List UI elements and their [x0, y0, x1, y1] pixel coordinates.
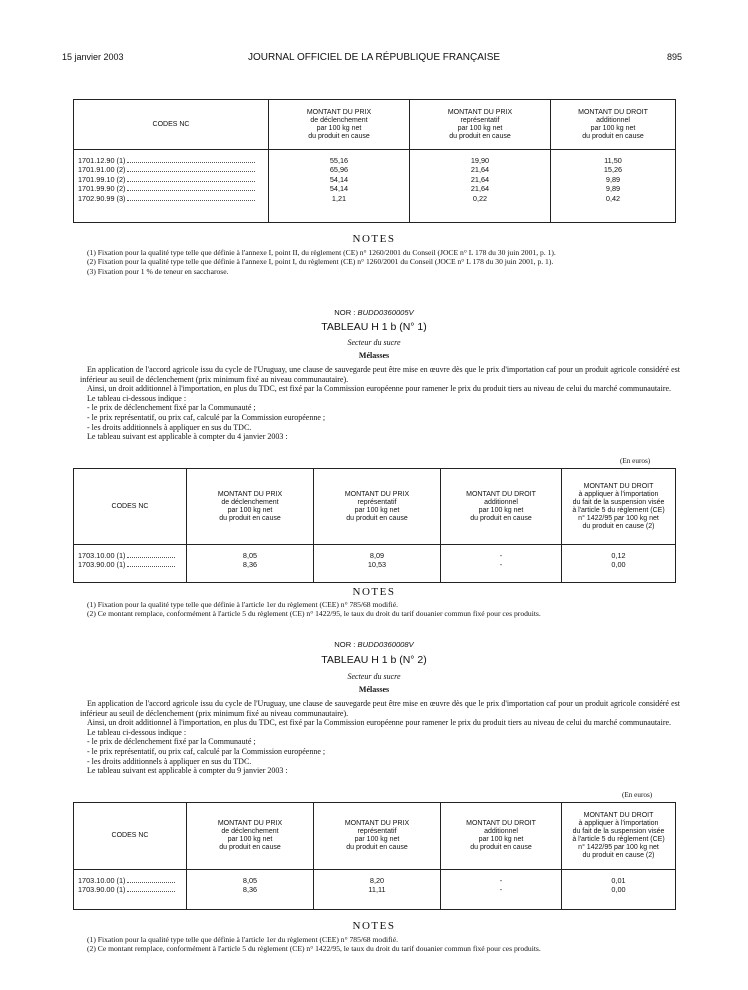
note-item: (1) Fixation pour la qualité type telle que définie à l'article 1er du règlement (CEE) n° 785/68 modifié.: [87, 600, 399, 609]
paragraph: Le tableau suivant est applicable à compter du 4 janvier 2003 :: [87, 432, 288, 442]
header-trigger-price: MONTANT DU PRIX de déclenchement par 100 kg net du produit en cause: [187, 803, 314, 870]
table-row: [78, 175, 264, 184]
value-cell: 9,89: [605, 174, 621, 184]
intro-paragraphs: [80, 699, 680, 776]
notes-title: NOTES: [352, 233, 396, 245]
value-cell: 0,12: [611, 551, 626, 560]
table-row: [78, 551, 182, 560]
note-item: (2) Fixation pour la qualité type telle que définie à l'annexe I, point I, du règlement (CE) n° 1260/2001 du Conseil (JOCE n° L 178 du 30 juin 2001, p. 1).: [87, 257, 554, 267]
note-item: (1) Fixation pour la qualité type telle que définie à l'article 1er du règlement (CEE) n° 785/68 modifié.: [87, 935, 399, 944]
value-cell: 21,64: [470, 165, 490, 175]
notes-block: [80, 935, 680, 954]
value-cell: 11,50: [604, 156, 622, 165]
value-cell: 0,01: [611, 876, 626, 885]
header-additional-duty: MONTANT DU DROIT additionnel par 100 kg net du produit en cause: [441, 803, 562, 870]
value-cell: 8,05: [242, 551, 258, 560]
table-sugar-prices: [73, 99, 676, 223]
applied-duty-column: [562, 870, 676, 910]
value-cell: -: [499, 560, 503, 570]
list-item: - le prix représentatif, ou prix caf, calculé par la Commission européenne ;: [87, 746, 326, 756]
header-date: 15 janvier 2003: [62, 52, 124, 62]
code-cell: 1701.12.90 (1): [78, 156, 126, 165]
note-item: (1) Fixation pour la qualité type telle que définie à l'annexe I, point II, du règlement (CE) n° 1260/2001 du Conseil (JOCE n° L 178 du 30 juin 2001, p. 1).: [87, 248, 556, 257]
value-cell: 0,42: [605, 193, 621, 203]
code-cell: 1703.90.00 (1): [78, 560, 126, 570]
table-molasses-1: [73, 468, 676, 583]
additional-duty-column: [551, 150, 676, 223]
value-cell: 0,22: [472, 193, 488, 203]
code-cell: 1703.10.00 (1): [78, 551, 126, 560]
header-representative-price: MONTANT DU PRIX représentatif par 100 kg net du produit en cause: [314, 803, 441, 870]
paragraph: Ainsi, un droit additionnel à l'importation, en plus du TDC, est fixé par la Commission européenne pour ramener le prix du produit tiers au niveau de celui du marché communautaire.: [87, 384, 672, 394]
value-cell: 54,14: [329, 174, 349, 184]
value-cell: 8,05: [242, 876, 258, 885]
nor-label: NOR :: [334, 640, 356, 649]
journal-title: JOURNAL OFFICIEL DE LA RÉPUBLIQUE FRANÇAISE: [247, 52, 501, 63]
code-cell: 1701.91.00 (2): [78, 165, 126, 175]
intro-paragraphs: [80, 365, 680, 442]
table-row: [78, 560, 182, 569]
header-applied-duty: MONTANT DU DROIT à appliquer à l'importation du fait de la suspension visée à l'article 5 du règlement (CE) n° 1422/95 par 100 kg net du produit en cause (2): [562, 469, 676, 545]
value-cell: -: [499, 551, 503, 560]
note-item: (2) Ce montant remplace, conformément à l'article 5 du règlement (CE) n° 1422/95, le taux du droit du tarif douanier commun fixé pour ces produits.: [87, 609, 541, 619]
value-cell: 8,36: [242, 560, 258, 570]
list-item: - les droits additionnels à appliquer en sus du TDC.: [87, 756, 252, 766]
list-item: - le prix de déclenchement fixé par la Communauté ;: [87, 403, 256, 413]
nor-reference: [0, 308, 748, 317]
header-codes-nc: CODES NC: [74, 803, 187, 870]
nor-code: BUDD0360008V: [357, 640, 414, 649]
notes-block: [80, 600, 680, 619]
codes-column: [74, 870, 187, 910]
value-cell: 21,64: [470, 184, 490, 194]
table-row: [78, 885, 182, 894]
paragraph: Ainsi, un droit additionnel à l'importation, en plus du TDC, est fixé par la Commission européenne pour ramener le prix du produit tiers au niveau de celui du marché communautaire.: [87, 718, 672, 728]
table-row: [78, 165, 264, 174]
value-cell: 8,36: [242, 885, 258, 895]
header-trigger-price: MONTANT DU PRIX de déclenchement par 100 kg net du produit en cause: [187, 469, 314, 545]
product-label: Mélasses: [358, 685, 390, 694]
nor-reference: [0, 640, 748, 649]
code-cell: 1702.90.99 (3): [78, 193, 126, 203]
value-cell: 9,89: [605, 184, 621, 194]
value-cell: -: [499, 876, 503, 885]
code-cell: 1701.99.90 (2): [78, 184, 126, 194]
value-cell: 10,53: [367, 560, 387, 570]
value-cell: 21,64: [470, 174, 490, 184]
notes-title: NOTES: [352, 586, 396, 598]
paragraph: En application de l'accord agricole issu du cycle de l'Uruguay, une clause de sauvegarde peut être mise en œuvre dès que le prix d'importation caf pour un produit agricole considéré est inférieur au seuil de déclenchement (prix minimum fixé au niveau communautaire).: [80, 699, 680, 718]
code-cell: 1703.90.00 (1): [78, 885, 126, 895]
list-item: - le prix de déclenchement fixé par la Communauté ;: [87, 737, 256, 747]
code-cell: 1701.99.10 (2): [78, 174, 126, 184]
page-number: 895: [666, 52, 682, 62]
sector-label: Secteur du sucre: [347, 338, 401, 347]
representative-price-column: [410, 150, 551, 223]
paragraph: Le tableau ci-dessous indique :: [87, 393, 187, 403]
table-row: [78, 876, 182, 885]
value-cell: 1,21: [331, 193, 347, 203]
header-codes-nc: CODES NC: [74, 100, 269, 150]
header-trigger-price: MONTANT DU PRIX de déclenchement par 100 kg net du produit en cause: [269, 100, 410, 150]
codes-column: [74, 150, 269, 223]
list-item: - les droits additionnels à appliquer en sus du TDC.: [87, 422, 252, 432]
header-representative-price: MONTANT DU PRIX représentatif par 100 kg net du produit en cause: [314, 469, 441, 545]
header-additional-duty: MONTANT DU DROIT additionnel par 100 kg net du produit en cause: [551, 100, 676, 150]
value-cell: 8,20: [369, 876, 385, 885]
additional-duty-column: [441, 870, 562, 910]
header-applied-duty: MONTANT DU DROIT à appliquer à l'importation du fait de la suspension visée à l'article 5 du règlement (CE) n° 1422/95 par 100 kg net du produit en cause (2): [562, 803, 676, 870]
currency-note: (En euros): [620, 457, 651, 465]
value-cell: 19,90: [470, 156, 490, 165]
value-cell: 65,96: [329, 165, 349, 175]
additional-duty-column: [441, 545, 562, 583]
header-representative-price: MONTANT DU PRIX représentatif par 100 kg net du produit en cause: [410, 100, 551, 150]
note-item: (2) Ce montant remplace, conformément à l'article 5 du règlement (CE) n° 1422/95, le taux du droit du tarif douanier commun fixé pour ces produits.: [87, 944, 541, 954]
header-additional-duty: MONTANT DU DROIT additionnel par 100 kg net du produit en cause: [441, 469, 562, 545]
value-cell: 8,09: [369, 551, 385, 560]
table-row: [78, 156, 264, 165]
tableau-title: TABLEAU H 1 b (N° 2): [321, 654, 427, 666]
value-cell: 0,00: [611, 885, 626, 895]
value-cell: 0,00: [611, 560, 626, 570]
note-item: (3) Fixation pour 1 % de teneur en saccharose.: [87, 266, 229, 276]
nor-code: BUDD0360005V: [357, 308, 414, 317]
paragraph: En application de l'accord agricole issu du cycle de l'Uruguay, une clause de sauvegarde peut être mise en œuvre dès que le prix d'importation caf pour un produit agricole considéré est inférieur au seuil de déclenchement (prix minimum fixé au niveau communautaire).: [80, 365, 680, 384]
representative-price-column: [314, 870, 441, 910]
list-item: - le prix représentatif, ou prix caf, calculé par la Commission européenne ;: [87, 412, 326, 422]
notes-block: [80, 248, 680, 276]
nor-label: NOR :: [334, 308, 356, 317]
tableau-title: TABLEAU H 1 b (N° 1): [321, 321, 427, 333]
header-codes-nc: CODES NC: [74, 469, 187, 545]
notes-title: NOTES: [352, 920, 396, 932]
trigger-price-column: [187, 545, 314, 583]
value-cell: 11,11: [368, 885, 386, 895]
codes-column: [74, 545, 187, 583]
paragraph: Le tableau ci-dessous indique :: [87, 727, 187, 737]
table-molasses-2: [73, 802, 676, 910]
table-row: [78, 184, 264, 193]
code-cell: 1703.10.00 (1): [78, 876, 126, 885]
table-row: [78, 194, 264, 203]
value-cell: 54,14: [329, 184, 349, 194]
currency-note: (En euros): [622, 791, 653, 799]
value-cell: 55,16: [329, 156, 349, 165]
product-label: Mélasses: [358, 351, 390, 360]
sector-label: Secteur du sucre: [347, 672, 401, 681]
applied-duty-column: [562, 545, 676, 583]
value-cell: 15,26: [603, 165, 623, 175]
trigger-price-column: [269, 150, 410, 223]
paragraph: Le tableau suivant est applicable à compter du 9 janvier 2003 :: [87, 766, 288, 776]
value-cell: -: [499, 885, 503, 895]
representative-price-column: [314, 545, 441, 583]
trigger-price-column: [187, 870, 314, 910]
